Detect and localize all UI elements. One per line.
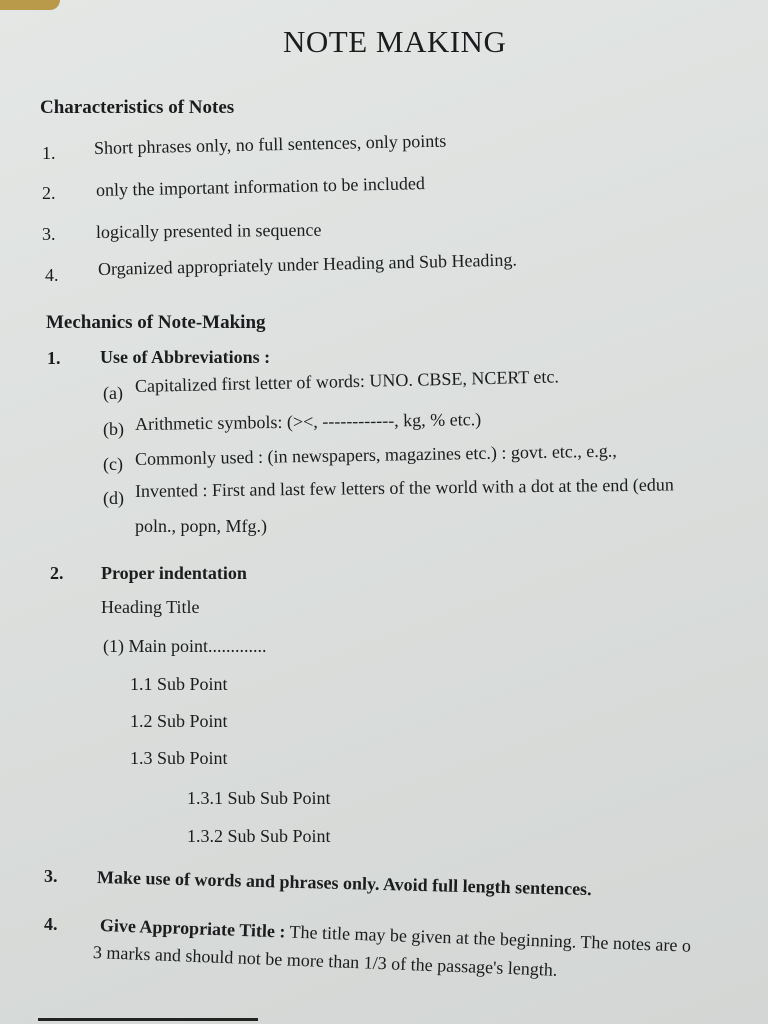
page-title: NOTE MAKING [283, 24, 507, 59]
mechanics-item-number: 1. [47, 348, 61, 368]
abbreviation-text: Capitalized first letter of words: UNO. CBSE, NCERT etc. [134, 366, 560, 396]
characteristic-text: Organized appropriately under Heading and Sub Heading. [97, 249, 518, 279]
abbreviation-label: (c) [103, 454, 123, 474]
indentation-heading-title: Heading Title [101, 597, 200, 617]
title-rule-text: The title may be given at the beginning. The notes are o [289, 921, 692, 956]
abbreviations-heading: Use of Abbreviations : [100, 347, 271, 367]
indentation-heading: Proper indentation [101, 563, 247, 583]
characteristic-number: 1. [42, 143, 56, 163]
indentation-sub-point: 1.2 Sub Point [130, 711, 228, 731]
bottom-divider [38, 1018, 258, 1021]
indentation-main-point: (1) Main point............. [103, 636, 267, 656]
characteristics-heading: Characteristics of Notes [40, 97, 235, 118]
abbreviation-text: Arithmetic symbols: (><, ------------, kg, % etc.) [134, 409, 482, 434]
characteristic-text: logically presented in sequence [95, 219, 322, 242]
abbreviation-continuation: poln., popn, Mfg.) [135, 516, 267, 536]
mechanics-heading: Mechanics of Note-Making [46, 312, 266, 333]
abbreviation-label: (a) [103, 383, 123, 403]
title-rule-bold: Give Appropriate Title : [99, 915, 286, 942]
page-corner-shadow [0, 0, 60, 10]
mechanics-item-number: 4. [44, 914, 58, 934]
characteristic-number: 2. [42, 183, 56, 203]
words-phrases-rule: Make use of words and phrases only. Avoid full length sentences. [96, 867, 592, 900]
mechanics-item-number: 2. [50, 563, 64, 583]
abbreviation-label: (b) [103, 419, 124, 439]
indentation-sub-sub-point: 1.3.1 Sub Sub Point [187, 788, 331, 808]
indentation-sub-sub-point: 1.3.2 Sub Sub Point [187, 826, 331, 846]
abbreviation-label: (d) [103, 488, 124, 508]
characteristic-number: 4. [45, 265, 59, 285]
title-rule-continuation: 3 marks and should not be more than 1/3 of the passage's length. [92, 942, 558, 980]
indentation-sub-point: 1.3 Sub Point [130, 748, 228, 768]
indentation-sub-point: 1.1 Sub Point [130, 674, 228, 694]
mechanics-item-number: 3. [44, 866, 58, 886]
abbreviation-text: Invented : First and last few letters of the world with a dot at the end (edun [134, 474, 674, 501]
characteristic-text: Short phrases only, no full sentences, only points [93, 130, 447, 158]
abbreviation-text: Commonly used : (in newspapers, magazines etc.) : govt. etc., e.g., [134, 440, 617, 469]
characteristic-number: 3. [42, 224, 56, 244]
characteristic-text: only the important information to be included [95, 173, 426, 200]
